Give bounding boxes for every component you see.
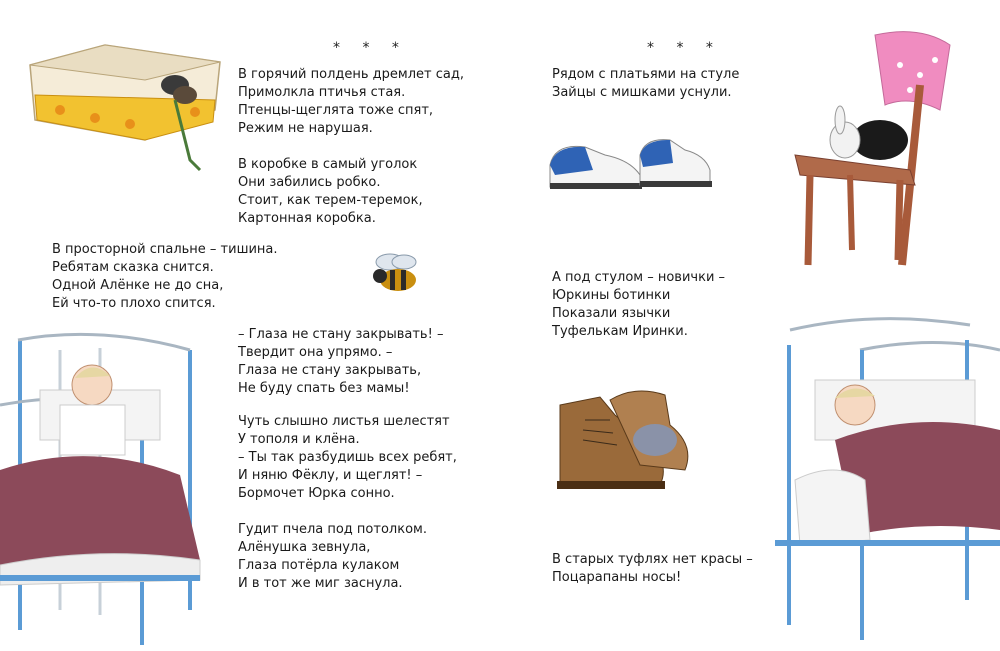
girl-in-bed-illustration: [0, 330, 220, 651]
blue-white-shoes-illustration: [545, 125, 715, 200]
chair-with-toys-illustration: [790, 25, 960, 270]
poem-stanza: А под стулом – новички – Юркины ботинки Показали язычки Туфелькам Иринки.: [552, 270, 726, 339]
sleeping-boy-bed-illustration: [775, 310, 1000, 651]
poem-stanza: Гудит пчела под потолком. Алёнушка зевнула, Глаза потёрла кулаком И в тот же миг заснула.: [238, 522, 427, 591]
bee-illustration: [368, 250, 428, 305]
poem-stanza: В просторной спальне – тишина. Ребятам сказка снится. Одной Алёнке не до сна, Ей что-то плохо спится.: [52, 242, 278, 311]
poem-stanza: Рядом с платьями на стуле Зайцы с мишками уснули.: [552, 67, 740, 100]
poem-stanza: В коробке в самый уголок Они забились робко. Стоит, как терем-теремок, Картонная коробка.: [238, 157, 423, 226]
section-separator: * * *: [647, 40, 722, 56]
poem-stanza: В старых туфлях нет красы – Поцарапаны носы!: [552, 552, 753, 585]
poem-stanza: Чуть слышно листья шелестят У тополя и клёна. – Ты так разбудишь всех ребят, И няню Фёклу, и щеглят! – Бормочет Юрка сонно.: [238, 414, 457, 501]
old-brown-boots-illustration: [555, 385, 715, 500]
right-page: [500, 0, 1000, 651]
poem-stanza: В горячий полдень дремлет сад, Примолкла птичья стая. Птенцы-щеглята тоже спят, Режим не нарушая.: [238, 67, 464, 136]
box-with-birds-illustration: [25, 40, 225, 180]
section-separator: * * *: [333, 40, 408, 56]
poem-stanza: – Глаза не стану закрывать! – Твердит она упрямо. – Глаза не стану закрывать, Не буду спать без мамы!: [238, 327, 444, 396]
